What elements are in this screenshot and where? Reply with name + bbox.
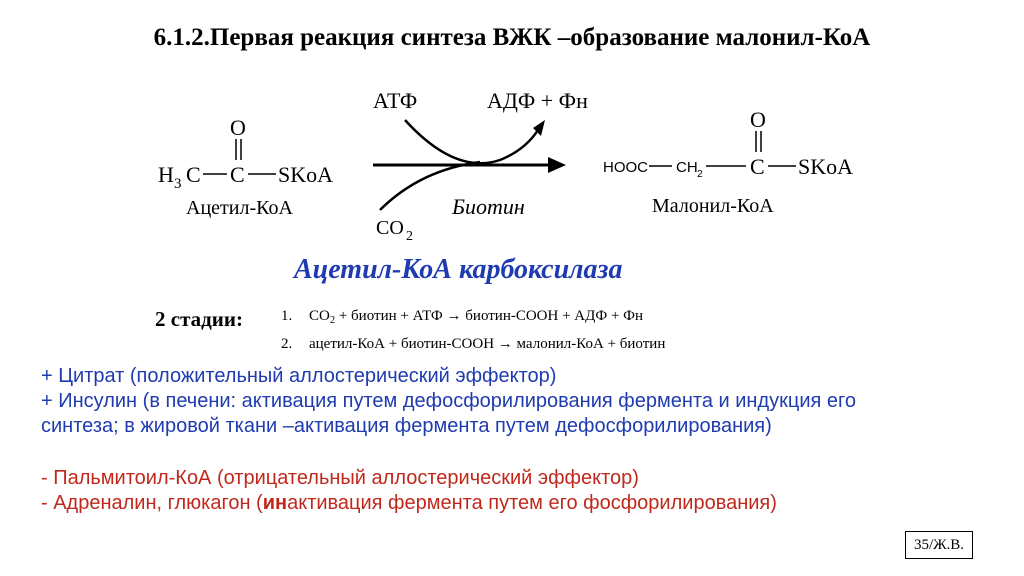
negative-effectors bbox=[41, 466, 777, 516]
effector-text: - Адреналин, глюкагон ( bbox=[41, 492, 263, 514]
co2-label: CO bbox=[376, 217, 404, 239]
stage-subscript: 2 bbox=[329, 315, 336, 326]
malonyl-ch-subscript: 2 bbox=[697, 169, 703, 180]
effector-text-rest: активация фермента путем его фосфорилирования) bbox=[287, 492, 777, 514]
stage-item bbox=[281, 330, 665, 358]
effector-line: + Цитрат (положительный аллостерический эффектор) bbox=[41, 365, 557, 387]
effector-line: + Инсулин (в печени: активация путем дефосфорилирования фермента и индукция его bbox=[41, 390, 856, 412]
acetyl-coa-structure bbox=[158, 115, 333, 192]
acetyl-coa-name: Ацетил-КоА bbox=[186, 197, 293, 219]
malonyl-ch: CH bbox=[676, 159, 698, 176]
malonyl-coa-name: Малонил-КоА bbox=[652, 195, 774, 217]
stage-item bbox=[281, 302, 665, 330]
acetyl-c1: C bbox=[186, 162, 201, 187]
co2-subscript: 2 bbox=[406, 229, 413, 244]
stage-text-rest: + биотин + АТФ → биотин-СООН + АДФ + Фн bbox=[335, 308, 644, 324]
malonyl-hooc: HOOC bbox=[603, 159, 648, 176]
stage-text: CO bbox=[309, 308, 330, 324]
stages-list bbox=[281, 302, 665, 358]
slide-title: 6.1.2.Первая реакция синтеза ВЖК –образование малонил-КоА bbox=[153, 24, 871, 51]
slide-number-box: 35/Ж.В. bbox=[905, 531, 973, 559]
acetyl-h: H bbox=[158, 162, 174, 187]
stage-number: 1. bbox=[281, 308, 293, 324]
reaction-scheme bbox=[0, 0, 1024, 260]
stages-label: 2 стадии: bbox=[155, 307, 243, 331]
effector-line bbox=[41, 491, 777, 516]
acetyl-c2: C bbox=[230, 162, 245, 187]
positive-effectors bbox=[41, 364, 856, 439]
malonyl-coa-structure bbox=[603, 107, 853, 180]
malonyl-skoa: SKoA bbox=[798, 154, 854, 179]
enzyme-name: Ацетил-КоА карбоксилаза bbox=[294, 254, 623, 285]
stage-number: 2. bbox=[281, 336, 293, 352]
effector-line: синтеза; в жировой ткани –активация фермента путем дефосфорилирования) bbox=[41, 415, 772, 437]
acetyl-oxygen: O bbox=[230, 115, 246, 140]
stage-text: ацетил-КоА + биотин-СООН → малонил-КоА + биотин bbox=[309, 336, 666, 352]
malonyl-c: C bbox=[750, 154, 765, 179]
effector-line: - Пальмитоил-КоА (отрицательный аллостерический эффектор) bbox=[41, 467, 639, 489]
acetyl-skoa: SKoA bbox=[278, 162, 334, 187]
malonyl-oxygen: O bbox=[750, 107, 766, 132]
acetyl-h-subscript: 3 bbox=[174, 176, 182, 192]
atp-label: АТФ bbox=[373, 88, 418, 113]
effector-bold-prefix: ин bbox=[262, 492, 288, 514]
adp-label: АДФ + Фн bbox=[487, 88, 588, 113]
biotin-label: Биотин bbox=[452, 194, 525, 219]
